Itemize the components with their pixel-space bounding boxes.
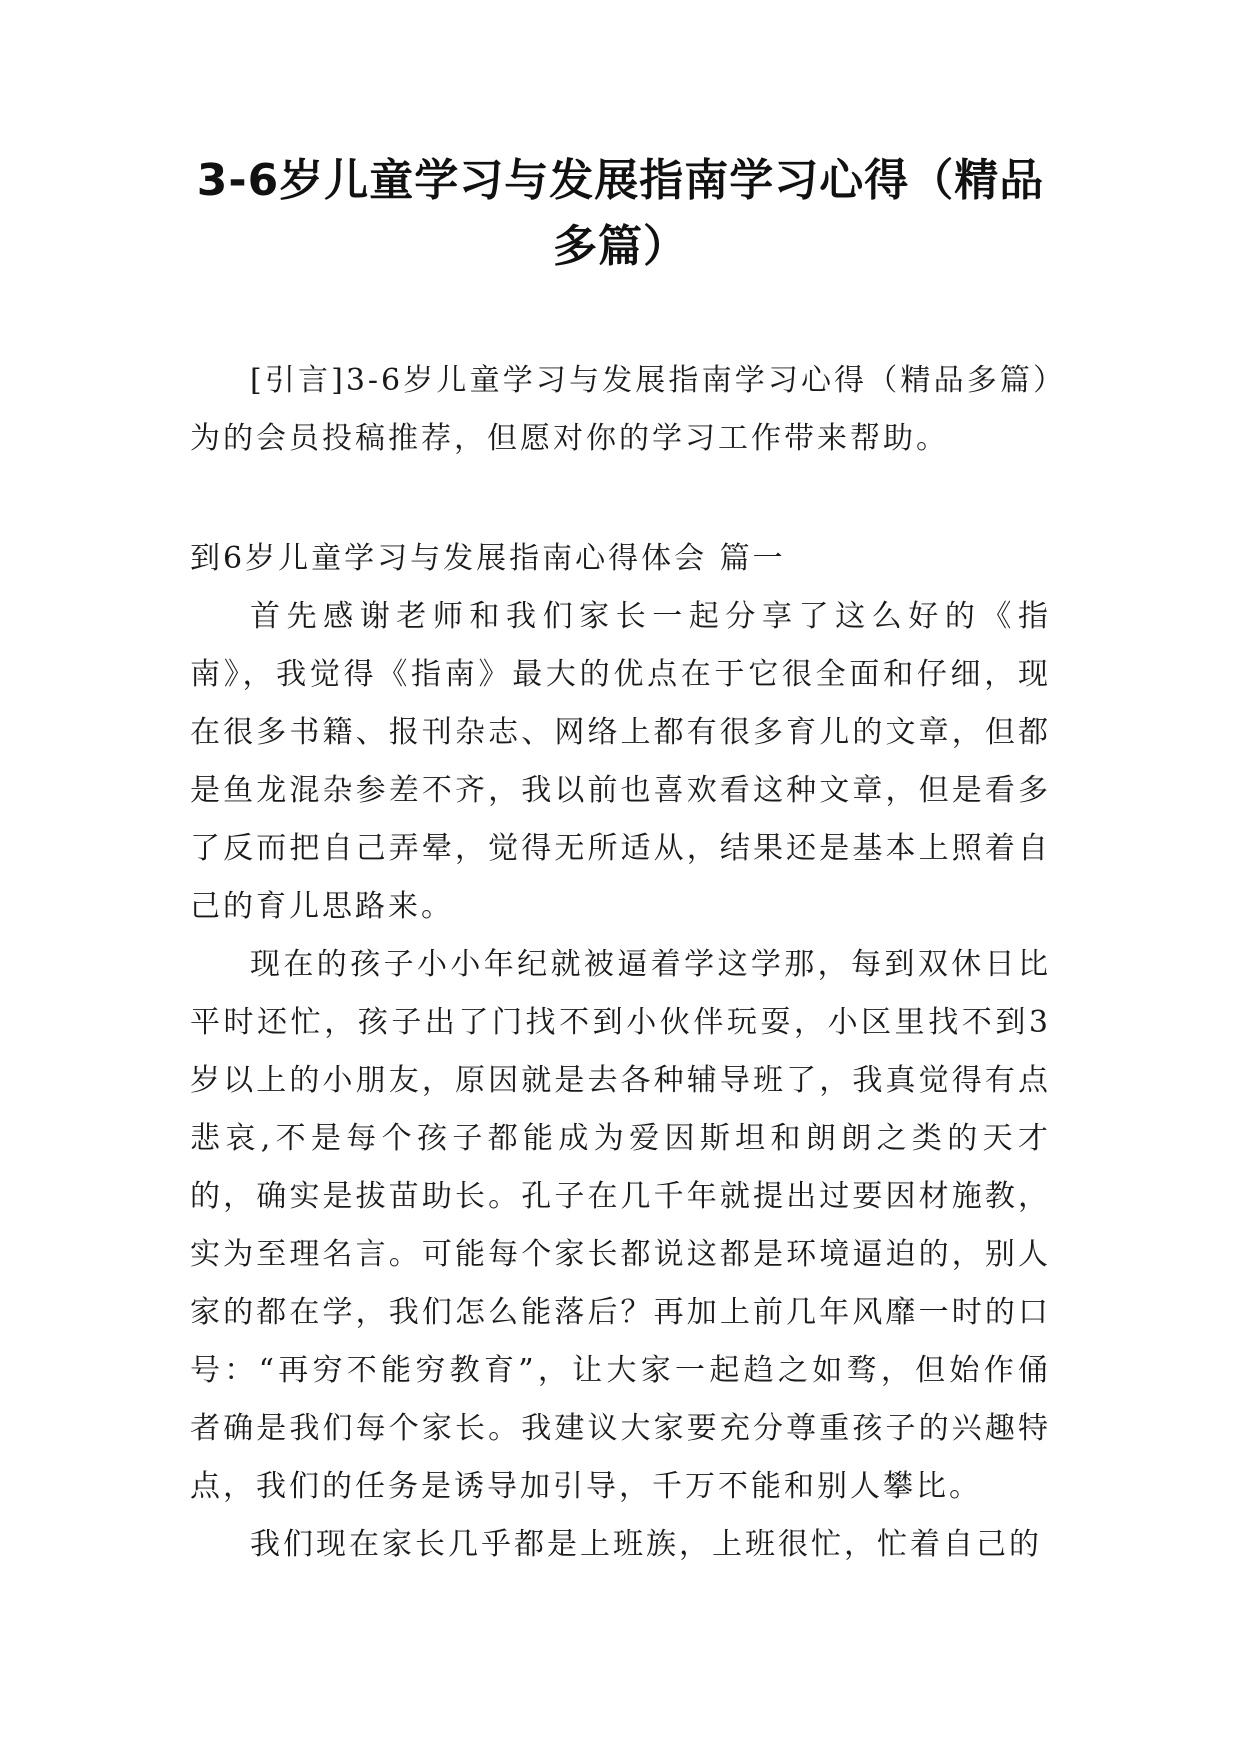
body-paragraph: 现在的孩子小小年纪就被逼着学这学那，每到双休日比平时还忙，孩子出了门找不到小伙伴玩耍，小区里找不到3岁以上的小朋友，原因就是去各种辅导班了，我真觉得有点悲哀,不是每个孩子都能成为爱因斯坦和朗朗之类的天才的，确实是拔苗助长。孔子在几千年就提出过要因材施教，实为至理名言。可能每个家长都说这都是环境逼迫的，别人家的都在学，我们怎么能落后？再加上前几年风靡一时的口号：“再穷不能穷教育”，让大家一起趋之如骛，但始作俑者确是我们每个家长。我建议大家要充分尊重孩子的兴趣特点，我们的任务是诱导加引导，千万不能和别人攀比。 — [190, 947, 1051, 1504]
document-title: 3-6岁儿童学习与发展指南学习心得（精品多篇） — [196, 155, 1045, 272]
intro-paragraph: [引言]3-6岁儿童学习与发展指南学习心得（精品多篇）为的会员投稿推荐，但愿对你的学习工作带来帮助。 — [190, 363, 1051, 456]
section-body — [190, 588, 1051, 1574]
section-heading: 到6岁儿童学习与发展指南心得体会 篇一 — [190, 541, 786, 576]
intro-block — [190, 352, 1051, 468]
body-paragraph: 我们现在家长几乎都是上班族，上班很忙，忙着自己的 — [250, 1527, 1042, 1562]
body-paragraph: 首先感谢老师和我们家长一起分享了这么好的《指南》，我觉得《指南》最大的优点在于它很全面和仔细，现在很多书籍、报刊杂志、网络上都有很多育儿的文章，但都是鱼龙混杂参差不齐，我以前也喜欢看这种文章，但是看多了反而把自己弄晕，觉得无所适从，结果还是基本上照着自己的育儿思路来。 — [190, 599, 1051, 924]
